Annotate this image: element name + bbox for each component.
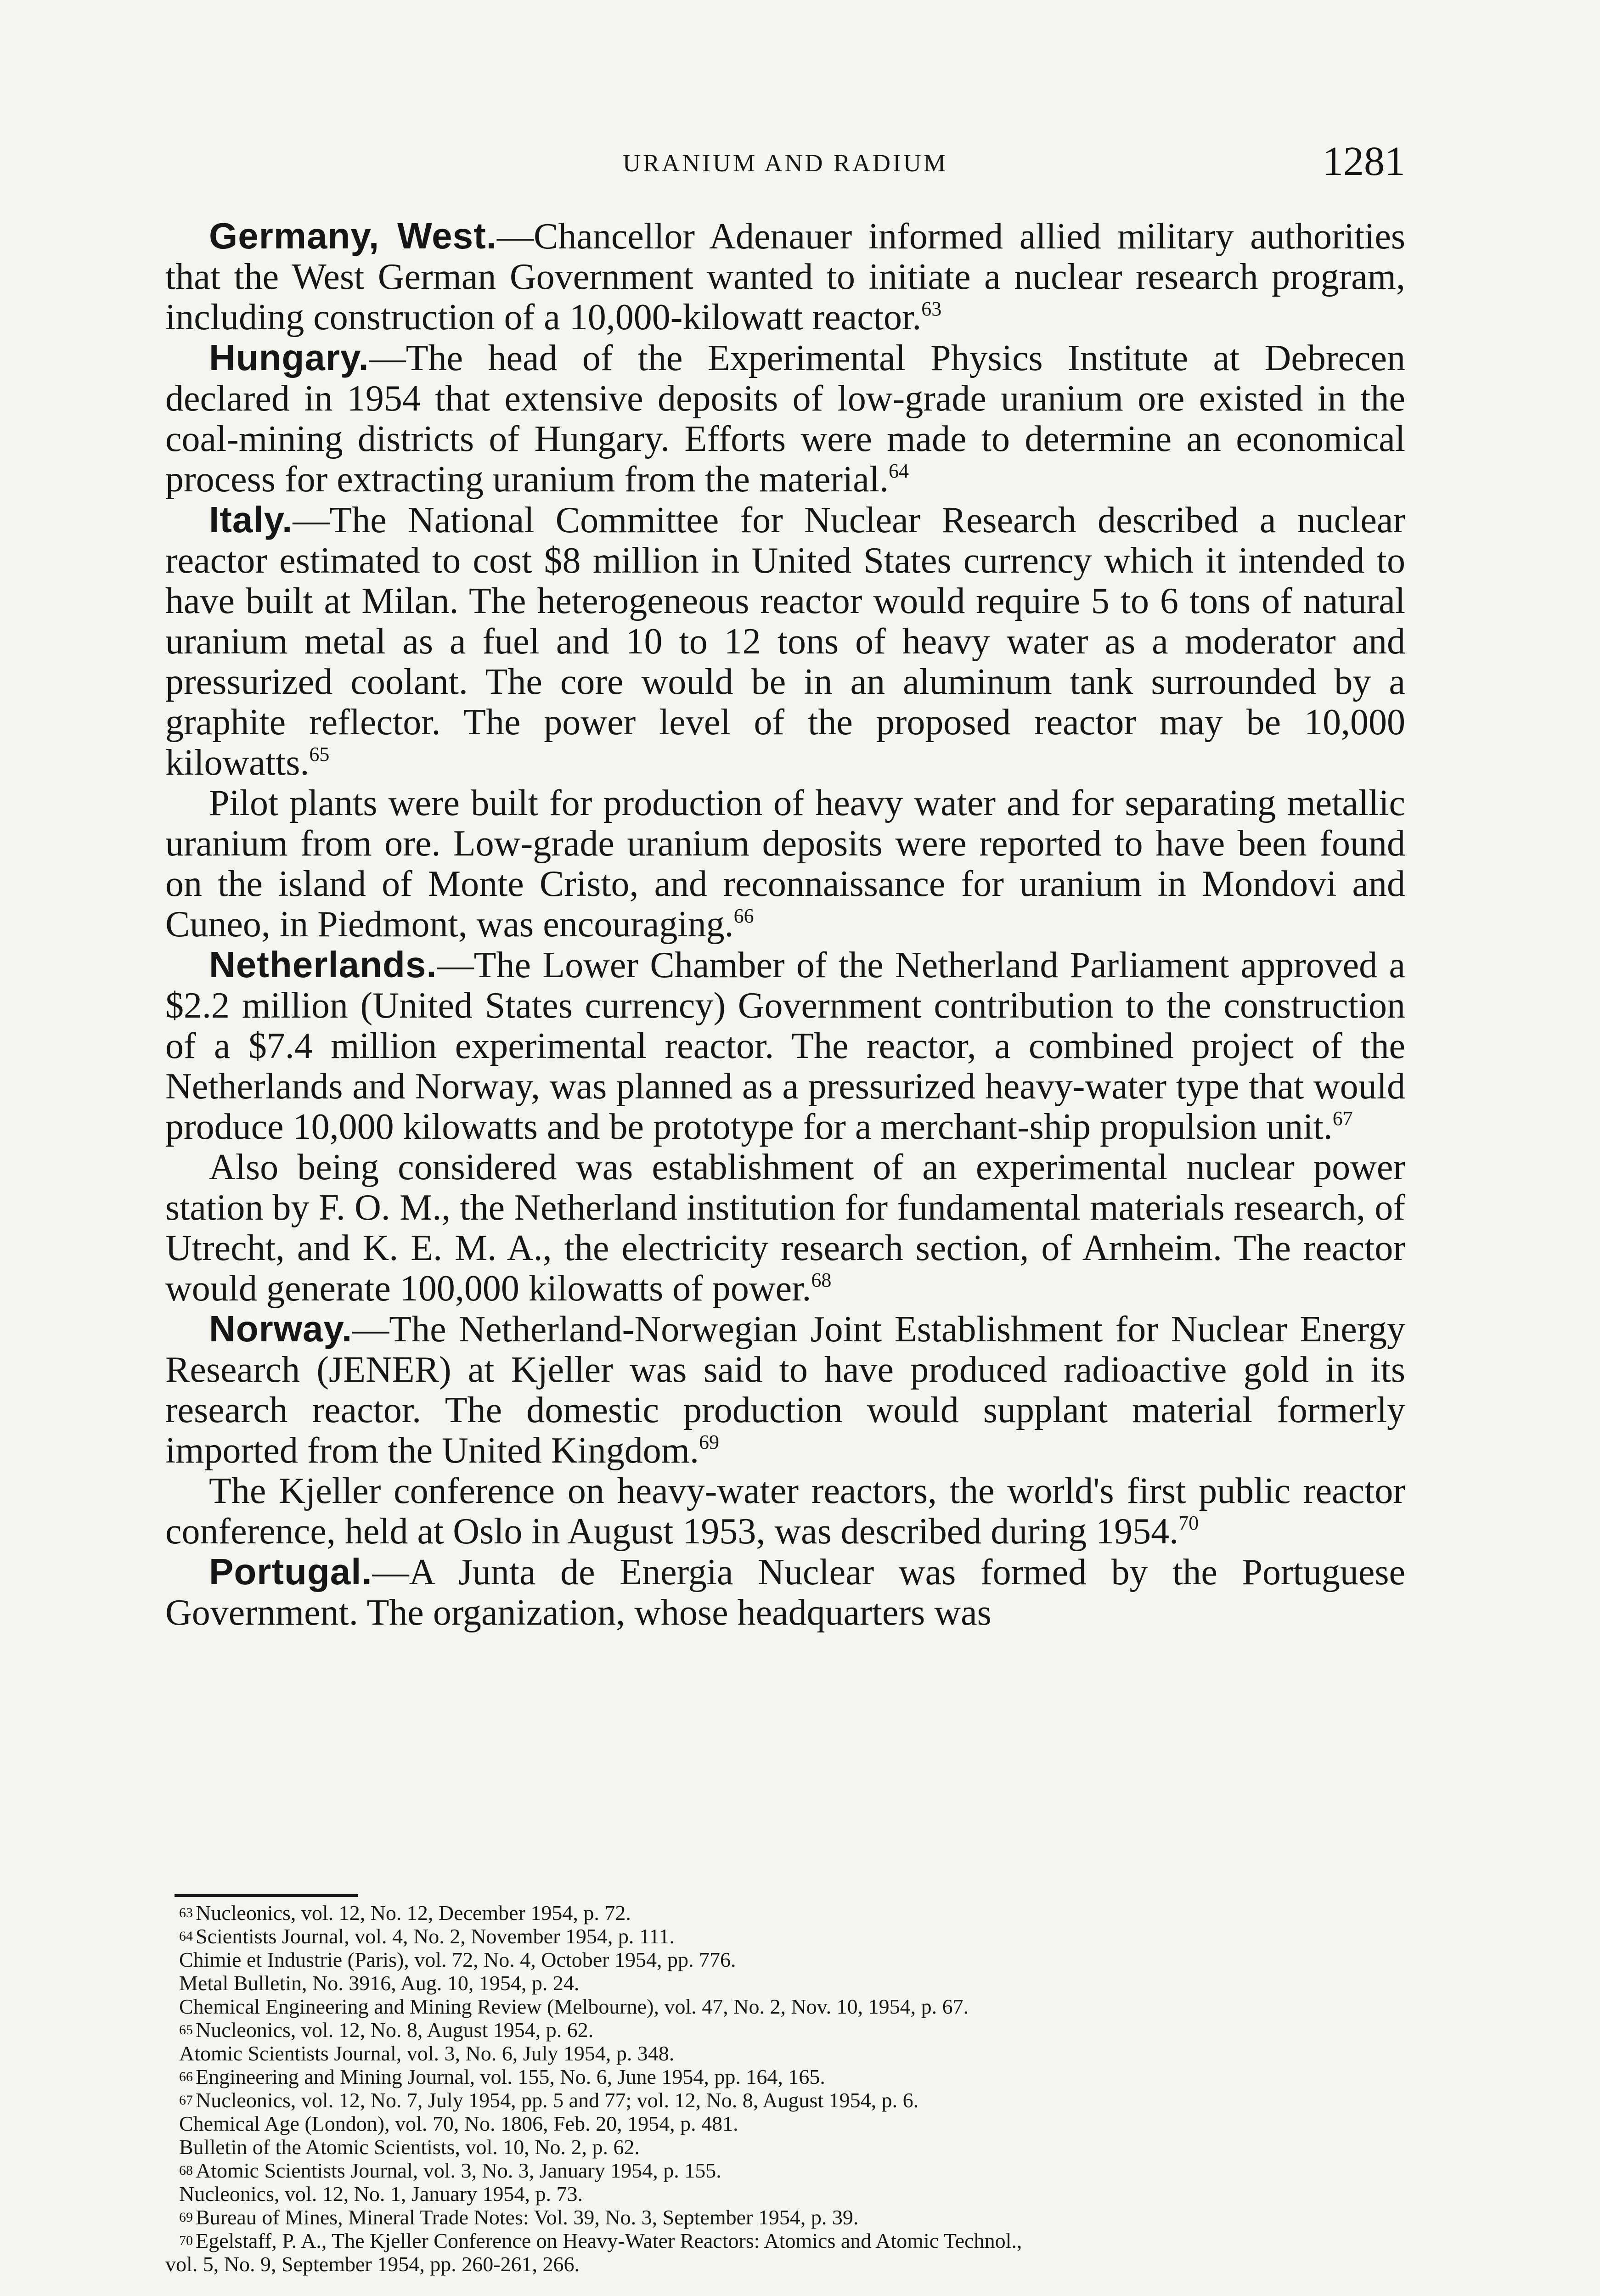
body-text [165,216,1405,1633]
footnote [165,2229,1405,2252]
footnote-text: Atomic Scientists Journal, vol. 3, No. 3, January 1954, p. 155. [196,2159,721,2182]
footnote-continuation [165,2112,1405,2135]
paragraph-text: Pilot plants were built for production of heavy water and for separating metallic uranium from ore. Low-grade uranium deposits were reported to have been found on the island of Monte Cristo, and reconnaissance for uranium in Mondovi and Cuneo, in Piedmont, was encouraging. [165,783,1405,945]
footnote [165,1925,1405,1948]
footnote [165,2088,1405,2112]
country-heading: Hungary. [209,337,369,378]
footnote-mark: 63 [179,1905,193,1920]
footnote-continuation [165,2135,1405,2159]
footnote [165,2018,1405,2042]
footnote-continuation [165,2042,1405,2065]
paragraph-text: —A Junta de Energia Nuclear was formed by the Portuguese Government. The organization, whose headquarters was [165,1552,1405,1633]
footnote-text: Metal Bulletin, No. 3916, Aug. 10, 1954, p. 24. [179,1971,580,1995]
footnote-mark: 66 [179,2069,193,2084]
footnote-ref: 64 [888,460,909,482]
footnote-ref: 66 [733,905,754,927]
footnote-ref: 67 [1332,1107,1353,1130]
footnote-ref: 68 [811,1269,832,1291]
footnote-text: Nucleonics, vol. 12, No. 8, August 1954, p. 62. [196,2018,594,2042]
footnote-text: Atomic Scientists Journal, vol. 3, No. 6, July 1954, p. 348. [179,2042,675,2065]
country-heading: Netherlands. [209,944,437,985]
running-head: URANIUM AND RADIUM [622,149,948,177]
footnote [165,2159,1405,2182]
footnote [165,2065,1405,2088]
footnote-mark: 64 [179,1929,193,1944]
footnote-mark: 65 [179,2022,193,2037]
footnote-text: Bulletin of the Atomic Scientists, vol. 10, No. 2, p. 62. [179,2135,640,2159]
footnote-continuation [165,2252,1405,2276]
paragraph-netherlands [165,945,1405,1147]
page-header [165,138,1405,193]
footnote [165,2206,1405,2229]
footnote-text: Nucleonics, vol. 12, No. 7, July 1954, pp. 5 and 77; vol. 12, No. 8, August 1954, p. 6. [196,2088,919,2112]
paragraph-text: The Kjeller conference on heavy-water reactors, the world's first public reactor conference, held at Oslo in August 1953, was described during 1954. [165,1471,1405,1552]
paragraph-norway-conference [165,1471,1405,1552]
footnote-mark: 68 [179,2163,193,2178]
country-heading: Germany, West. [209,215,497,256]
footnote-mark: 67 [179,2093,193,2108]
footnote-divider [175,1894,358,1897]
paragraph-italy-pilot-plants [165,783,1405,945]
paragraph-italy [165,500,1405,783]
footnote-text: Bureau of Mines, Mineral Trade Notes: Vol. 39, No. 3, September 1954, p. 39. [196,2206,859,2229]
paragraph-text: —The Lower Chamber of the Netherland Parliament approved a $2.2 million (United States currency) Government contribution to the construction of a $7.4 million experimental reactor. The reactor, a combined project of the Netherlands and Norway, was planned as a pressurized heavy-water type that would produce 10,000 kilowatts and be prototype for a merchant-ship propulsion unit. [165,945,1405,1147]
footnote-mark: 69 [179,2210,193,2225]
country-heading: Portugal. [209,1551,372,1592]
paragraph-text: Also being considered was establishment of an experimental nuclear power station by F. O. M., the Netherland institution for fundamental materials research, of Utrecht, and K. E. M. A., the electricity research section, of Arnheim. The reactor would generate 100,000 kilowatts of power. [165,1147,1405,1309]
footnote-ref: 70 [1178,1512,1199,1534]
footnote-text: Chemical Engineering and Mining Review (Melbourne), vol. 47, No. 2, Nov. 10, 1954, p. 67. [179,1995,969,2018]
footnote [165,1901,1405,1925]
footnote-ref: 69 [699,1431,720,1453]
footnote-text: Nucleonics, vol. 12, No. 1, January 1954, p. 73. [179,2182,583,2206]
footnote-ref: 63 [921,298,942,320]
footnote-text: Engineering and Mining Journal, vol. 155, No. 6, June 1954, pp. 164, 165. [196,2065,825,2088]
paragraph-netherlands-power-station [165,1147,1405,1309]
paragraph-portugal [165,1552,1405,1633]
footnote-text: vol. 5, No. 9, September 1954, pp. 260-261, 266. [165,2252,580,2276]
footnote-text: Egelstaff, P. A., The Kjeller Conference on Heavy-Water Reactors: Atomics and Atomic Technol., [196,2229,1022,2252]
paragraph-text: —The National Committee for Nuclear Research described a nuclear reactor estimated to cost $8 million in United States currency which it intended to have built at Milan. The heterogeneous reactor would require 5 to 6 tons of natural uranium metal as a fuel and 10 to 12 tons of heavy water as a moderator and pressurized coolant. The core would be in an aluminum tank surrounded by a graphite reflector. The power level of the proposed reactor may be 10,000 kilowatts. [165,500,1405,783]
footnote-ref: 65 [309,743,330,765]
paragraph-text: —The head of the Experimental Physics Institute at Debrecen declared in 1954 that extensive deposits of low-grade uranium ore existed in the coal-mining districts of Hungary. Efforts were made to determine an economical process for extracting uranium from the material. [165,338,1405,500]
footnote-text: Scientists Journal, vol. 4, No. 2, November 1954, p. 111. [196,1925,675,1948]
footnote-continuation [165,1948,1405,1971]
footnotes [165,1901,1405,2276]
footnote-text: Chimie et Industrie (Paris), vol. 72, No. 4, October 1954, pp. 776. [179,1948,736,1971]
footnote-text: Nucleonics, vol. 12, No. 12, December 1954, p. 72. [196,1901,631,1925]
footnote-continuation [165,1995,1405,2018]
country-heading: Italy. [209,499,293,540]
footnote-continuation [165,2182,1405,2206]
paragraph-norway [165,1309,1405,1471]
page-number: 1281 [1323,139,1405,184]
paragraph-germany [165,216,1405,338]
footnote-mark: 70 [179,2233,193,2248]
paragraph-text: —Chancellor Adenauer informed allied military authorities that the West German Government wanted to initiate a nuclear research program, including construction of a 10,000-kilowatt reactor. [165,216,1405,338]
paragraph-hungary [165,338,1405,500]
footnote-text: Chemical Age (London), vol. 70, No. 1806, Feb. 20, 1954, p. 481. [179,2112,738,2135]
country-heading: Norway. [209,1308,353,1349]
footnote-continuation [165,1971,1405,1995]
paragraph-text: —The Netherland-Norwegian Joint Establishment for Nuclear Energy Research (JENER) at Kjeller was said to have produced radioactive gold in its research reactor. The domestic production would supplant material formerly imported from the United Kingdom. [165,1309,1405,1471]
